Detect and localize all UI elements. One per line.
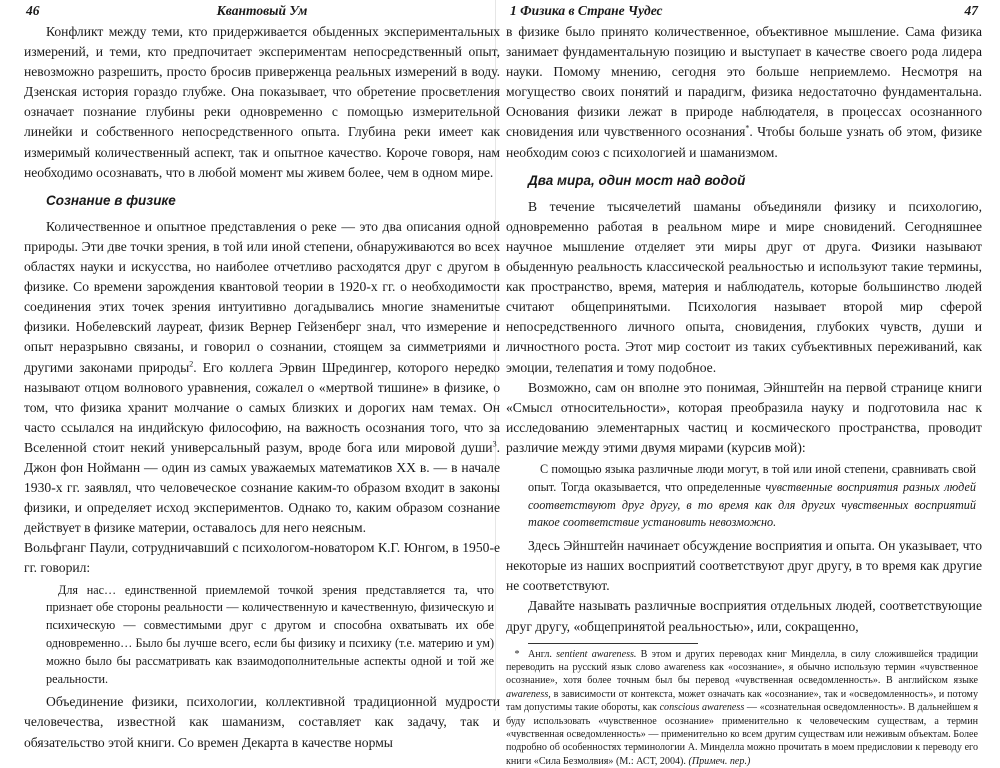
right-page-number: 47 <box>964 3 978 18</box>
left-page-number: 46 <box>26 3 40 18</box>
footnote-ref-star: * <box>745 123 750 133</box>
footnote-ref-3: 3 <box>492 439 497 449</box>
paragraph-pauli: Вольфганг Паули, сотрудничавший с психологом-новатором К.Г. Юнгом, в 1950-е гг. говорил: <box>24 540 500 576</box>
footnote-mark: * <box>514 648 520 660</box>
right-page-body <box>506 22 982 768</box>
paragraph-continuation: в физике было принято количественное, объективное мышление. Сама физика занимает фундаментальную позицию и выступает в качестве своего рода лидера науки. Помому мнению, сегодня это больше неприемлемо. Несмотря на могущество своих понятий и парадигм, физика недостаточно фундаментальна. Основания физики лежат в природе наблюдателя, в процессах осознанного сновидения или чувственного осознания*. Чтобы больше узнать об этом, физике необходим союз с психологией и шаманизмом. <box>506 24 982 160</box>
intro-paragraph: Конфликт между теми, кто придерживается обыденных экспериментальных измерений, и теми, кто предпочитает экспериментам непосредственный опыт, невозможно разрешить, просто бросив приверженца реальных измерений в воду. Дзенская история гораздо глубже. Она показывает, что обретение просветления означает познание глубины реки одновременно с помощью измерительной линейки и собственного непосредственного опыта. Глубина реки имеет как измеримый количественный аспект, так и опытное качество. Короче говоря, нам необходимо осознавать, что в любой момент мы живем более, чем в одном мире. <box>24 24 500 180</box>
paragraph-unification: Объединение физики, психологии, коллективной традиционной мудрости человечества, известной как шаманизм, составляет как задачу, так и обязательство этой книги. Со времен Декарта в качестве нормы <box>24 694 500 750</box>
footnote-separator <box>528 643 698 644</box>
left-page <box>24 0 500 750</box>
paragraph-shamans: В течение тысячелетий шаманы объединяли физику и психологию, одновременно работая в реальном мире и мире сновидений. Сегодняшнее научное мышление отделяет эти миры друг от друга. Физики называют обыденную реальность классической реальностью и используют такие термины, как пространство, время, материя и наблюдатель, которые большинство людей считают общепринятыми. Психология называет второй мир сферой непосредственного личного опыта, сновидения, глубоких чувств, души и личностного роста. Этот мир состоит из таких субъективных переживаний, как эмоции, телепатия и тому подобное. <box>506 198 982 375</box>
right-running-head: 1 Физика в Стране Чудес <box>510 3 663 18</box>
paragraph-two-descriptions: Количественное и опытное представления о реке — это два описания одной природы. Эти две точки зрения, в той или иной степени, обнаруживаются во всех областях науки и искусства, но наиболее отчетливо расходятся друг с другом в физике. Со времени зарождения квантовой теории в 1920-х гг. о необходимости соединения этих точек зрения интуитивно догадывались многие знаменитые физики. Нобелевский лауреат, физик Вернер Гейзенберг знал, что измерение и опыт неразрывно связаны, и говорил о сознании, стоящем за симметриями и другими законами природы$^2$. Его коллега Эрвин Шредингер, которого нередко называют отцом волнового уравнения, сожалел о «мертвой тишине» в физике, о том, что физика хранит молчание о самых близких и дорогих нам темах. Он часто ссылался на индийскую философию, на важность осознания того, что за Вселенной стоит некий универсальный разум, вроде бога или мировой души$^3$. Джон фон Нойманн — один из самых уважаемых математиков XX в. — в начале 1930-х гг. заявлял, что человеческое сознание каким-то образом входит в законы физики, и определяет исход экспериментов. Однако то, каким образом сознание действует в физике материи, оставалось для него неясным. <box>24 218 500 536</box>
left-page-body <box>24 22 500 753</box>
einstein-quote: С помощью языка различные люди могут, в той или иной степени, сравнивать свой опыт. Тогда оказывается, что определенные чувственные восприятия разных людей соответствуют друг другу, в то время как для других чувственных восприятий такое соответствие установить невозможно. <box>528 461 976 530</box>
section-heading-consciousness: Сознание в физике <box>46 192 176 208</box>
footnote: * Англ. sentient awareness. В этом и других переводах книг Минделла, в силу сложившейся традиции переводить на русский язык слово awareness как «осознание», я обычно использую термин «чувственное осознание», хотя более точным был бы перевод «чувственная осведомленность». В английском языке awareness, в зависимости от контекста, может означать как «осознание», так и «осведомленность», и потому там допустимы такие обороты, как conscious awareness — «сознательная осведомленность». В дальнейшем я буду использовать «чувственное осознание» применительно к человеческим существам, а термин «чувственная осведомленность» — применительно ко всем другим существам или неживым объектам. Более подробно об особенностях терминологии А. Минделла можно прочитать в моем предисловии к переводу его книги «Сила Безмолвия» (М.: АСТ, 2004). (Примеч. пер.) <box>506 648 979 767</box>
right-page <box>506 0 982 767</box>
left-running-head: Квантовый Ум <box>216 3 308 18</box>
section-heading-two-worlds: Два мира, один мост над водой <box>528 172 746 188</box>
paragraph-perception: Здесь Эйнштейн начинает обсуждение восприятия и опыта. Он указывает, что некоторые из наших восприятий соответствуют друг другу, в то время как другие не соответствуют. <box>506 538 982 594</box>
left-running-header <box>24 0 500 22</box>
paragraph-consensus-reality: Давайте называть различные восприятия отдельных людей, соответствующие друг другу, «общепринятой реальностью», или, сокращенно, <box>506 598 982 634</box>
paragraph-einstein: Возможно, сам он вполне это понимая, Эйнштейн на первой странице книги «Смысл относительности», которая преобразила науку и подготовила нас к исследованию элементарных частиц и космического пространства, проводит различие между этими двумя мирами (курсив мой): <box>506 379 982 455</box>
pauli-quote: Для нас… единственной приемлемой точкой зрения представляется та, что признает обе стороны реальности — количественную и качественную, физическую и психическую — совместимыми друг с другом и способна охватывать их обе одновременно… Было бы лучше всего, если бы физику и психику (т.е. материю и ум) можно было бы рассматривать как взаимодополнительные аспекты одной и той же реальности. <box>46 582 494 686</box>
footnote-ref-2: 2 <box>189 358 194 368</box>
right-running-header <box>506 0 982 22</box>
